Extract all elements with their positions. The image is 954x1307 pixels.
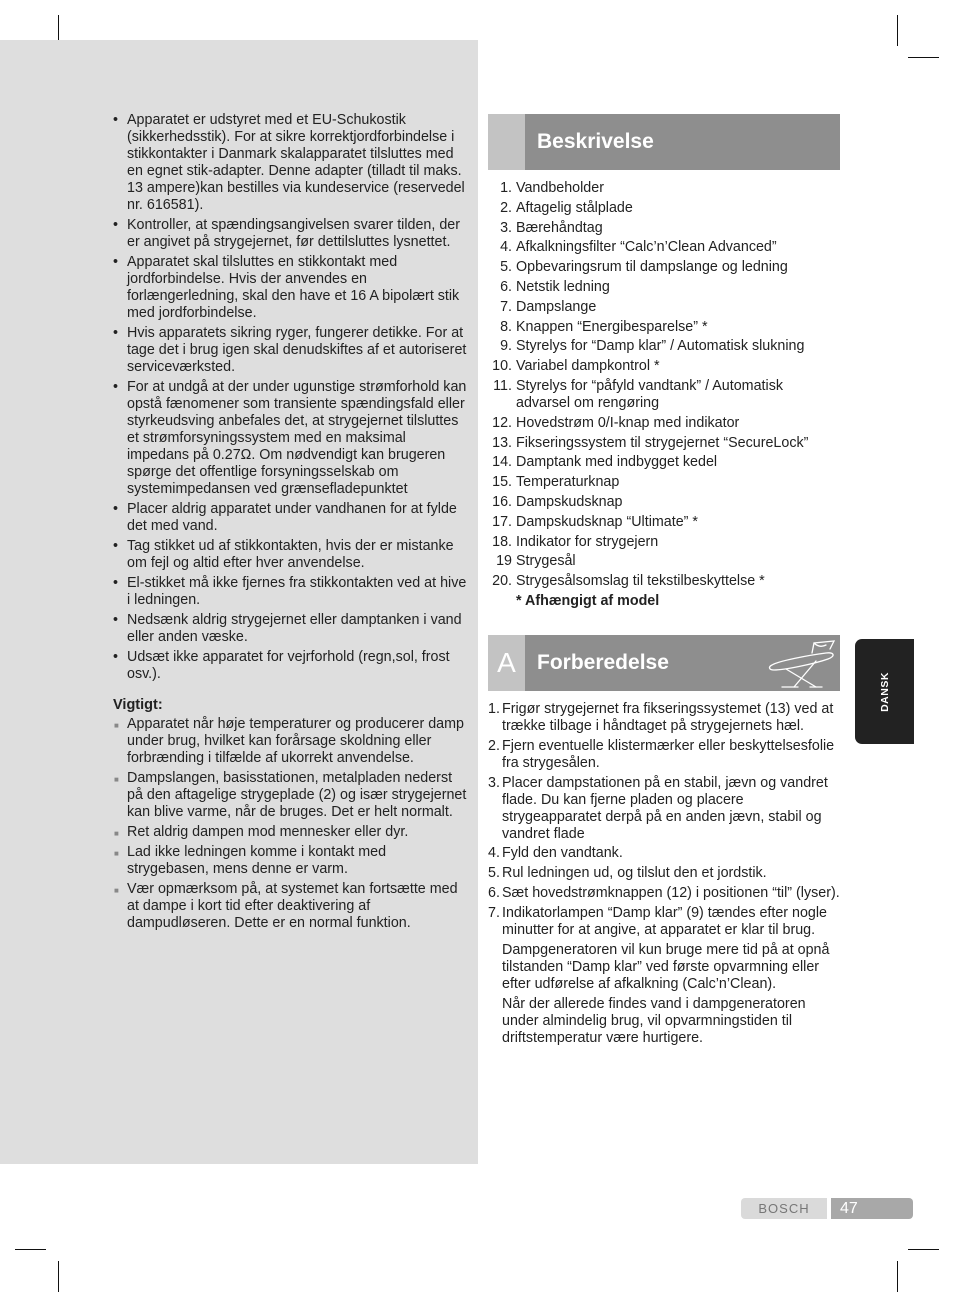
parts-list-item: 4. Afkalkningsfilter “Calc’n’Clean Advanced” — [500, 239, 777, 256]
important-item: ■ Vær opmærksom på, at systemet kan fortsætte med at dampe i kort tid efter deaktivering af dampudløseren. Dette er en normal funktion. — [111, 881, 471, 932]
preparation-step: 7. Indikatorlampen “Damp klar” (9) tændes efter nogle minutter for at angive, at apparatet er klar til brug. Dampgeneratoren vil kun bruge mere tid på at opnå tilstanden “Damp klar” ved første opvarmning eller efter udførelse af afkalkning (Calc’n’Clean). Når der allerede findes vand i dampgeneratoren under almindelig brug, vil opvarmningstiden til driftstemperatur være hurtigere. — [488, 905, 840, 1047]
preparation-title: Forberedelse — [537, 650, 669, 674]
page-number: 47 — [831, 1198, 913, 1219]
parts-list-item: 7. Dampslange — [500, 298, 597, 315]
preparation-step: 4. Fyld den vandtank. — [488, 845, 623, 862]
description-title: Beskrivelse — [537, 130, 654, 153]
important-item: ■ Lad ikke ledningen komme i kontakt med strygebasen, mens denne er varm. — [111, 844, 471, 878]
safety-bullet: • Udsæt ikke apparatet for vejrforhold (regn,sol, frost osv.). — [111, 649, 471, 683]
safety-bullet: • For at undgå at der under ugunstige strømforhold kan opstå fænomener som transiente spændingsfald eller styrkeudsving anbefales det, at strygejernet tilsluttes et strømforsyningssystem med en maksimal impedans på 0.27Ω. Om nødvendigt kan brugeren spørge det offentlige forsyningsselskab om systemimpedansen ved grænsefladepunktet — [111, 379, 471, 498]
safety-bullet-list — [111, 112, 471, 683]
crop-mark — [15, 1249, 46, 1250]
important-list — [111, 716, 471, 932]
important-item: ■ Dampslangen, basisstationen, metalpladen nederst på den aftagelige strygeplade (2) og især strygejernet kan blive varme, når de bruges. Det er helt normalt. — [111, 770, 471, 821]
parts-list-item: 9. Styrelys for “Damp klar” / Automatisk slukning — [500, 338, 805, 355]
parts-list-item: 5. Opbevaringsrum til dampslange og ledning — [500, 259, 788, 276]
preparation-step: 6. Sæt hovedstrømknappen (12) i positionen “til” (lyser). — [488, 884, 840, 901]
model-footnote: * Afhængigt af model — [516, 592, 660, 609]
preparation-note: Når der allerede findes vand i dampgeneratoren under almindelig brug, vil opvarmningstiden til driftstemperatur være hurtigere. — [502, 995, 806, 1046]
preparation-note: Dampgeneratoren vil kun bruge mere tid på at opnå tilstanden “Damp klar” ved første opvarmning eller efter udførelse af afkalkning (Calc’n’Clean). — [502, 941, 830, 992]
brand-label: BOSCH — [741, 1198, 827, 1219]
parts-list-item: 1. Vandbeholder — [500, 180, 604, 196]
parts-list-item: 8. Knappen “Energibesparelse” * — [500, 318, 708, 335]
safety-bullet: • Apparatet er udstyret med et EU-Schukostik (sikkerhedsstik). For at sikre korrektjordforbindelse i stikkontakter i Danmark skalapparatet tilsluttes med en egnet stik-adapter. Denne adapter (tilladt til maks. 13 ampere)kan bestilles via kundeservice (reservedel nr. 616581). — [111, 112, 471, 214]
parts-list-item: 16. Dampskudsknap — [492, 493, 623, 510]
parts-list-item: 2. Aftagelig stålplade — [500, 199, 633, 216]
important-item: ■ Ret aldrig dampen mod mennesker eller dyr. — [111, 824, 471, 841]
safety-bullet: • Nedsænk aldrig strygejernet eller damptanken i vand eller anden væske. — [111, 612, 471, 646]
safety-bullet: • Hvis apparatets sikring ryger, fungerer detikke. For at tage det i brug igen skal denudskiftes af et autoriseret serviceværksted. — [111, 325, 471, 376]
parts-list-item: 11. Styrelys for “påfyld vandtank” / Automatisk advarsel om rengøring — [493, 377, 783, 411]
important-heading: Vigtigt: — [113, 697, 163, 713]
crop-mark — [58, 1261, 59, 1292]
safety-bullet: • Apparatet skal tilsluttes en stikkontakt med jordforbindelse. Hvis der anvendes en forlængerledning, skal den have et 16 A bipolært stik med jordforbindelse. — [111, 254, 471, 322]
crop-mark — [897, 1261, 898, 1292]
ironing-board-icon — [764, 637, 838, 689]
parts-list-item: 20. Strygesålsomslag til tekstilbeskyttelse * — [492, 573, 765, 590]
safety-bullet: • Tag stikket ud af stikkontakten, hvis der er mistanke om fejl og altid efter hver anvendelse. — [111, 538, 471, 572]
parts-list-item: 15. Temperaturknap — [492, 474, 620, 491]
preparation-step: 2. Fjern eventuelle klistermærker eller beskyttelsesfolie fra strygesålen. — [488, 737, 835, 771]
safety-column — [111, 112, 471, 935]
parts-list-item: 6. Netstik ledning — [500, 278, 610, 295]
parts-list-item: 10. Variabel dampkontrol * — [492, 358, 660, 375]
parts-list-item: 17. Dampskudsknap “Ultimate” * — [492, 513, 698, 530]
crop-mark — [908, 1249, 939, 1250]
language-tab: DANSK — [855, 639, 914, 744]
parts-list-item: 12. Hovedstrøm 0/I-knap med indikator — [492, 414, 740, 431]
preparation-step: 5. Rul ledningen ud, og tilslut den et jordstik. — [488, 865, 767, 882]
section-letter: A — [488, 635, 525, 691]
preparation-steps — [488, 701, 840, 1047]
parts-list-item: 14. Damptank med indbygget kedel — [492, 454, 718, 471]
parts-list-item: 19 Strygesål — [496, 553, 576, 570]
parts-list-item: 18. Indikator for strygejern — [492, 533, 659, 550]
parts-list-item: 3. Bærehåndtag — [500, 219, 603, 236]
important-item: ■ Apparatet når høje temperaturer og producerer damp under brug, hvilket kan forårsage skoldning eller forbrænding i tilfælde af ukorrekt anvendelse. — [111, 716, 471, 767]
crop-mark — [908, 57, 939, 58]
parts-list-item: 13. Fikseringssystem til strygejernet “SecureLock” — [492, 434, 809, 451]
content-column — [488, 114, 840, 1050]
description-header — [488, 114, 840, 170]
safety-bullet: • El-stikket må ikke fjernes fra stikkontakten ved at hive i ledningen. — [111, 575, 471, 609]
safety-bullet: • Kontroller, at spændingsangivelsen svarer tilden, der er angivet på strygejernet, før dettilsluttes lysnettet. — [111, 217, 471, 251]
section-tab — [488, 114, 525, 170]
parts-list — [488, 180, 840, 590]
preparation-step: 1. Frigør strygejernet fra fikseringssystemet (13) ved at trække tilbage i håndtaget på strygejernets hæl. — [488, 700, 834, 734]
safety-bullet: • Placer aldrig apparatet under vandhanen for at fylde det med vand. — [111, 501, 471, 535]
crop-mark — [897, 15, 898, 46]
preparation-header — [488, 635, 840, 691]
preparation-step: 3. Placer dampstationen på en stabil, jævn og vandret flade. Du kan fjerne pladen og placere strygeapparatet derpå på en anden jævn, stabil og vandret flade — [488, 774, 828, 842]
